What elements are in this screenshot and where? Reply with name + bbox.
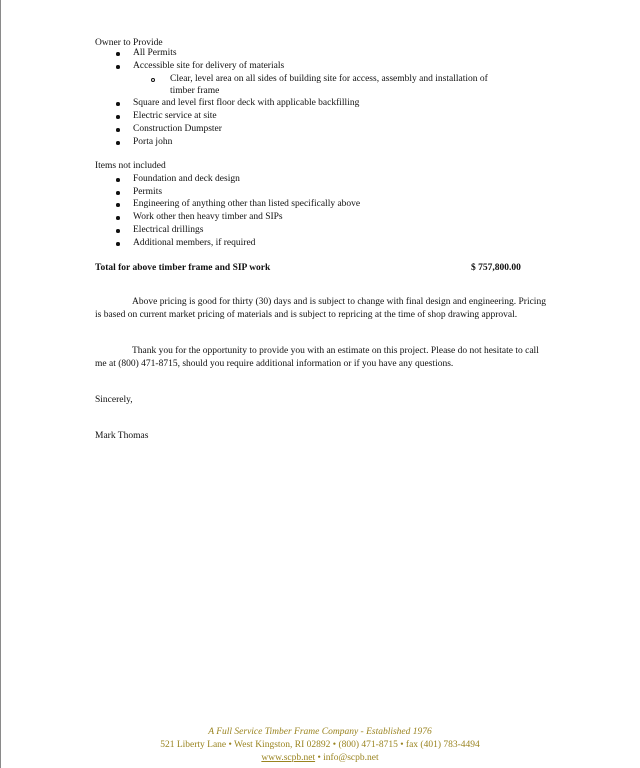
circle-bullet-icon [151, 78, 155, 82]
excluded-item-drillings: Electrical drillings [133, 225, 204, 235]
bullet-icon [116, 102, 120, 106]
footer-contact [0, 752, 640, 764]
signer-name: Mark Thomas [95, 431, 149, 441]
page-edge-line [0, 0, 1, 768]
bullet-icon [116, 229, 120, 233]
owner-item-porta-john: Porta john [133, 137, 173, 147]
owner-item-electric: Electric service at site [133, 111, 217, 121]
total-amount: $ 757,800.00 [471, 263, 521, 273]
bullet-icon [116, 52, 120, 56]
excluded-item-other-work: Work other then heavy timber and SIPs [133, 212, 283, 222]
owner-subitem-line2: timber frame [170, 86, 220, 96]
bullet-icon [116, 115, 120, 119]
owner-item-access: Accessible site for delivery of materials [133, 61, 285, 71]
owner-subitem-line1: Clear, level area on all sides of building site for access, assembly and installation of [170, 74, 488, 84]
website-link[interactable]: www.scpb.net [261, 753, 316, 763]
bullet-icon [116, 242, 120, 246]
excluded-item-foundation: Foundation and deck design [133, 174, 240, 184]
bullet-icon [116, 178, 120, 182]
total-label: Total for above timber frame and SIP work [95, 263, 271, 273]
owner-section-heading: Owner to Provide [95, 38, 163, 48]
bullet-icon [116, 128, 120, 132]
footer-tagline: A Full Service Timber Frame Company - Established 1976 [208, 727, 432, 737]
bullet-icon [116, 65, 120, 69]
owner-item-permits: All Permits [133, 48, 177, 58]
bullet-icon [116, 203, 120, 207]
owner-item-dumpster: Construction Dumpster [133, 124, 222, 134]
pricing-paragraph: Above pricing is good for thirty (30) days and is subject to change with final design and engineering. Pricing is based on current market pricing of materials and is subject to repricing at the time of shop drawing approval. [95, 297, 546, 320]
footer-address: 521 Liberty Lane • West Kingston, RI 02892 • (800) 471-8715 • fax (401) 783-4494 [160, 740, 480, 750]
bullet-icon [116, 191, 120, 195]
excluded-item-engineering: Engineering of anything other than listed specifically above [133, 199, 361, 209]
bullet-icon [116, 216, 120, 220]
excluded-item-additional: Additional members, if required [133, 238, 256, 248]
footer-separator: • [317, 753, 321, 763]
bullet-icon [116, 141, 120, 145]
email-link[interactable]: info@scpb.net [323, 753, 379, 763]
excluded-section-heading: Items not included [95, 161, 166, 171]
excluded-item-permits: Permits [133, 187, 163, 197]
owner-item-deck: Square and level first floor deck with applicable backfilling [133, 98, 360, 108]
thanks-paragraph: Thank you for the opportunity to provide you with an estimate on this project. Please do not hesitate to call me at (800) 471-8715, should you require additional information or if you have any questions. [95, 346, 539, 369]
closing-salutation: Sincerely, [95, 395, 133, 405]
